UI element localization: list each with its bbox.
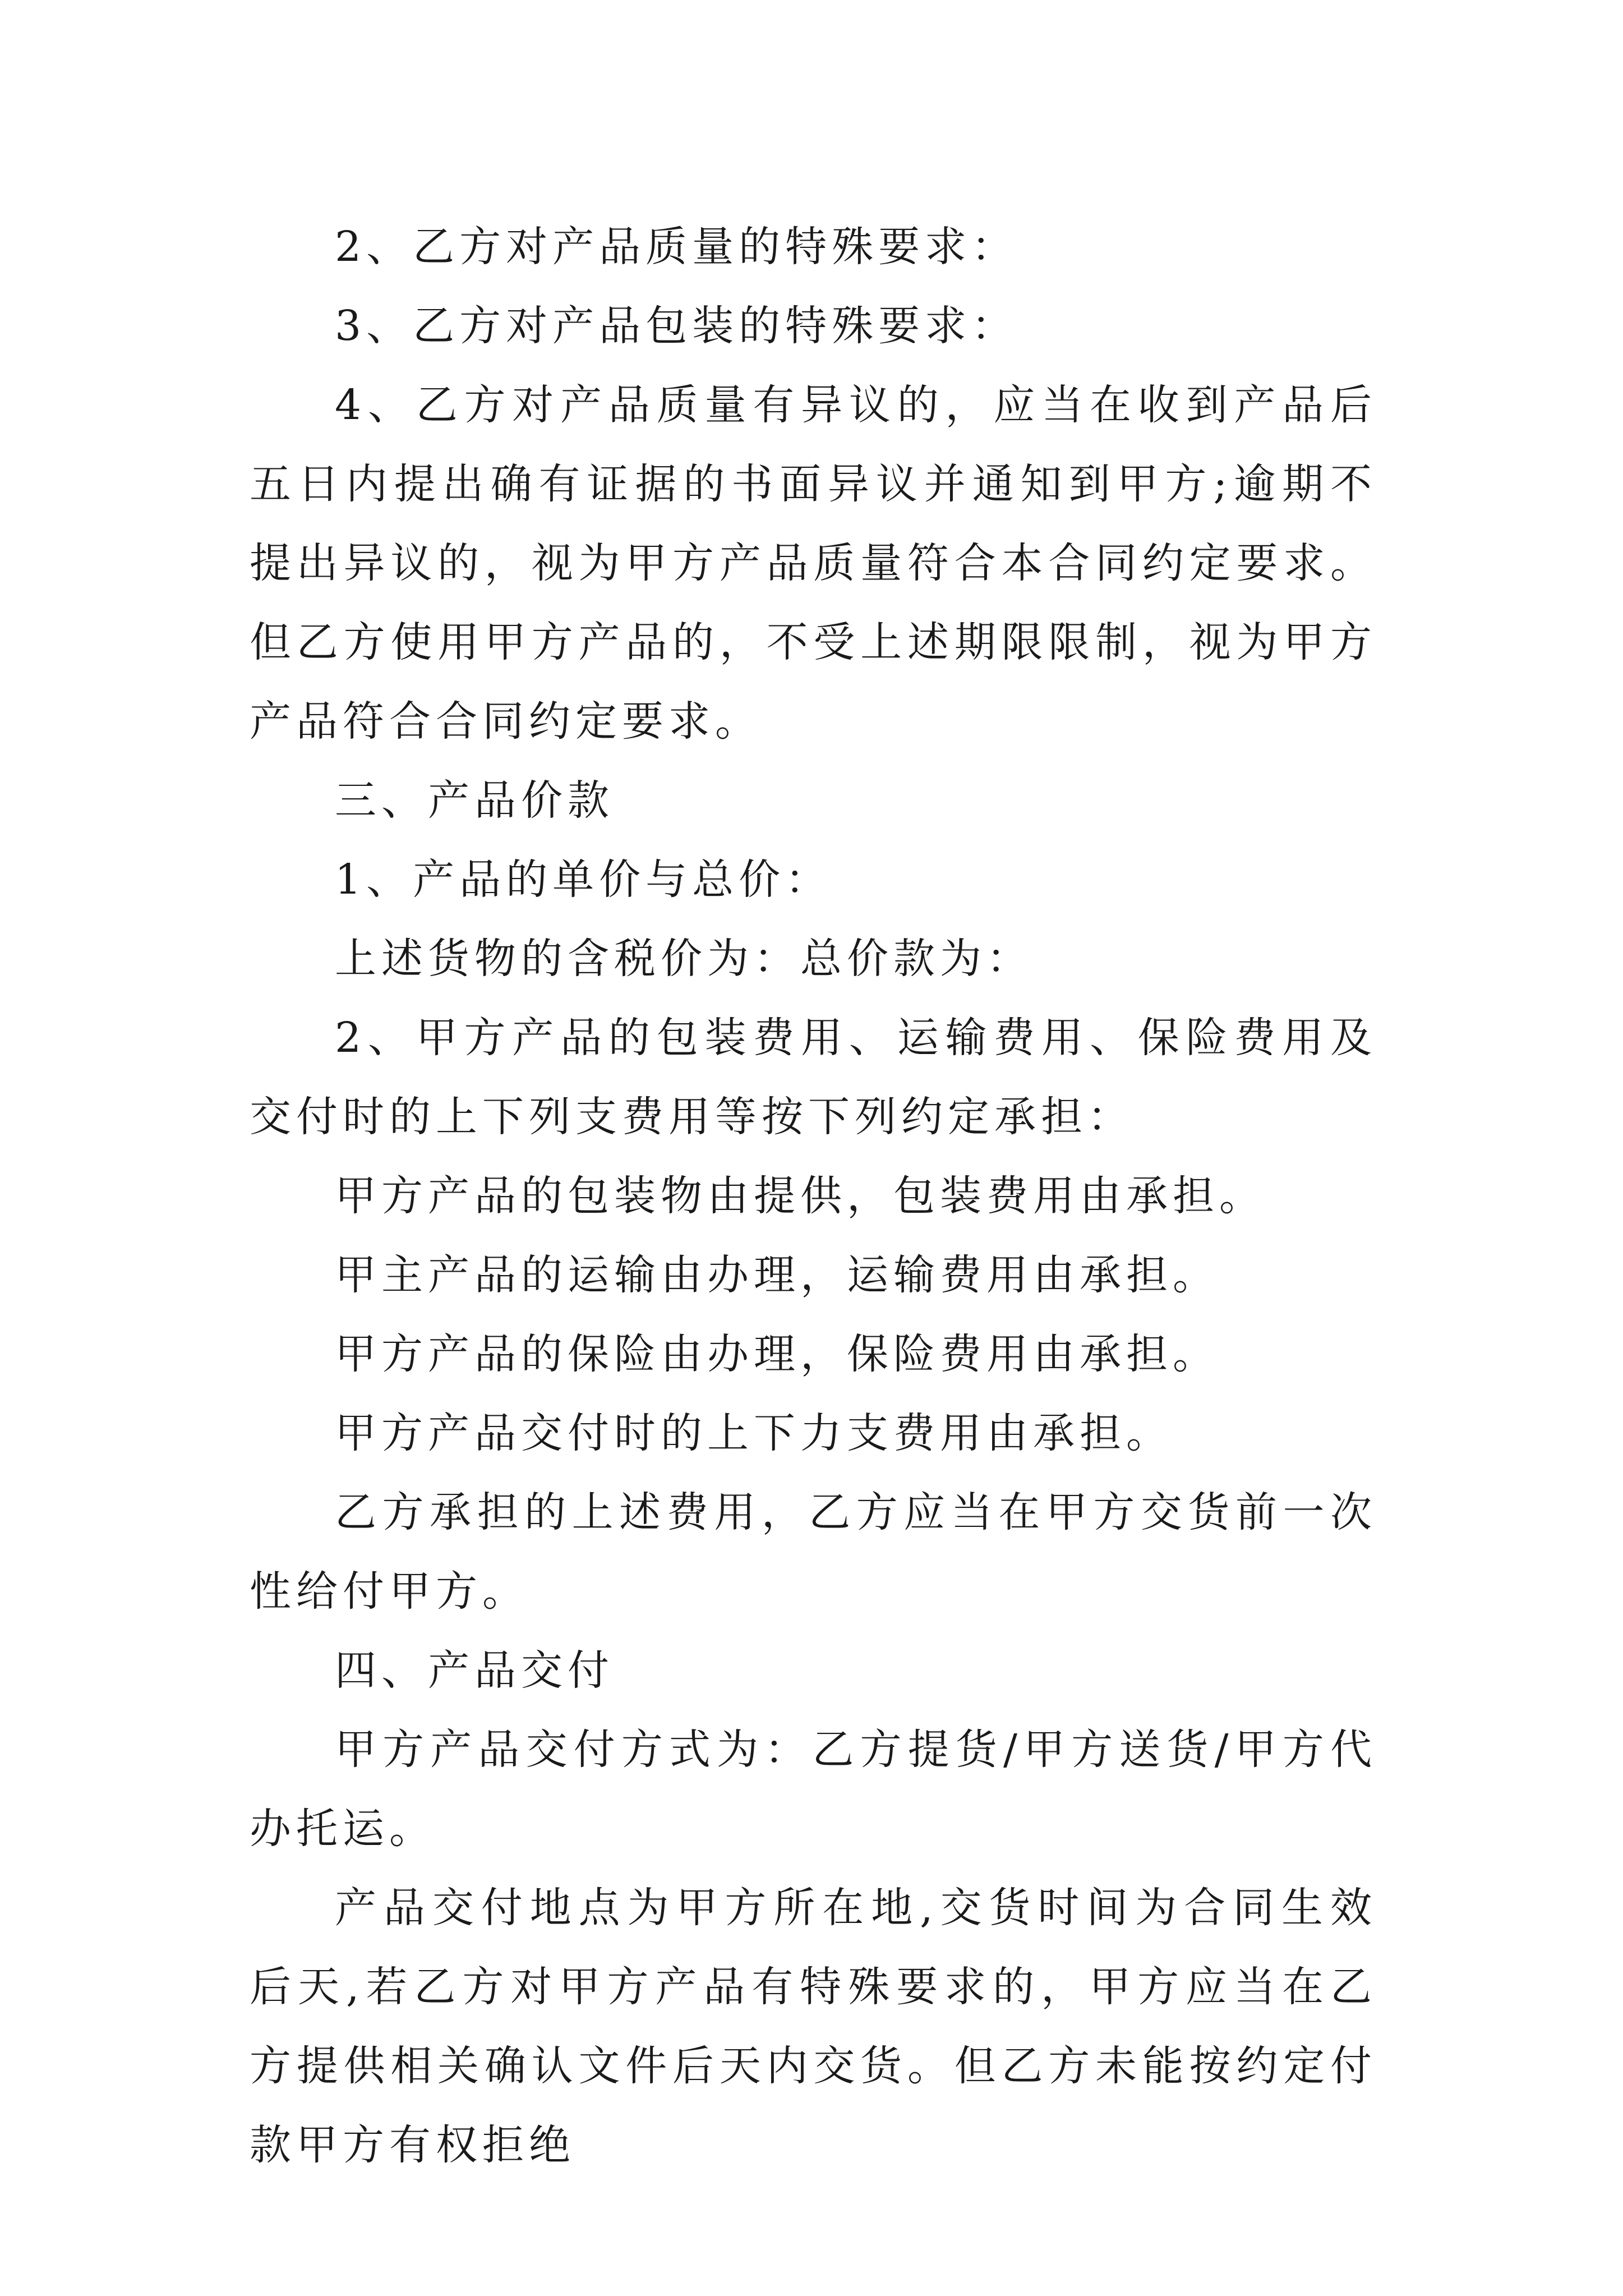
paragraph-delivery-fee: 甲方产品交付时的上下力支费用由承担。	[335, 1409, 1173, 1457]
section-heading-price: 三、产品价款	[335, 776, 614, 825]
paragraph-packaging-requirements: 3、乙方对产品包装的特殊要求：	[335, 302, 1018, 350]
paragraph-fee-payment: 乙方承担的上述费用，乙方应当在甲方交货前一次性给付甲方。	[250, 1488, 1377, 1616]
section-heading-delivery: 四、产品交付	[335, 1646, 614, 1695]
paragraph-delivery-location: 产品交付地点为甲方所在地,交货时间为合同生效后天,若乙方对甲方产品有特殊要求的，甲方应当在乙方提供相关确认文件后天内交货。但乙方未能按约定付款甲方有权拒绝	[250, 1884, 1377, 2169]
paragraph-packaging-fee: 甲方产品的包装物由提供，包装费用由承担。	[335, 1172, 1266, 1220]
paragraph-delivery-method: 甲方产品交付方式为：乙方提货/甲方送货/甲方代办托运。	[250, 1726, 1377, 1853]
paragraph-unit-total-price: 1、产品的单价与总价：	[335, 855, 832, 904]
paragraph-fees: 2、甲方产品的包装费用、运输费用、保险费用及交付时的上下列支费用等按下列约定承担：	[250, 1014, 1377, 1141]
document-body	[250, 208, 1377, 2185]
paragraph-quality-objection: 4、乙方对产品质量有异议的，应当在收到产品后五日内提出确有证据的书面异议并通知到甲方;逾期不提出异议的，视为甲方产品质量符合本合同约定要求。但乙方使用甲方产品的，不受上述期限限制，视为甲方产品符合合同约定要求。	[250, 381, 1377, 746]
paragraph-insurance-fee: 甲方产品的保险由办理，保险费用由承担。	[335, 1330, 1219, 1378]
paragraph-quality-requirements: 2、乙方对产品质量的特殊要求：	[335, 223, 1018, 271]
paragraph-transport-fee: 甲主产品的运输由办理，运输费用由承担。	[335, 1251, 1219, 1299]
paragraph-tax-inclusive-price: 上述货物的含税价为：总价款为：	[335, 935, 1033, 983]
